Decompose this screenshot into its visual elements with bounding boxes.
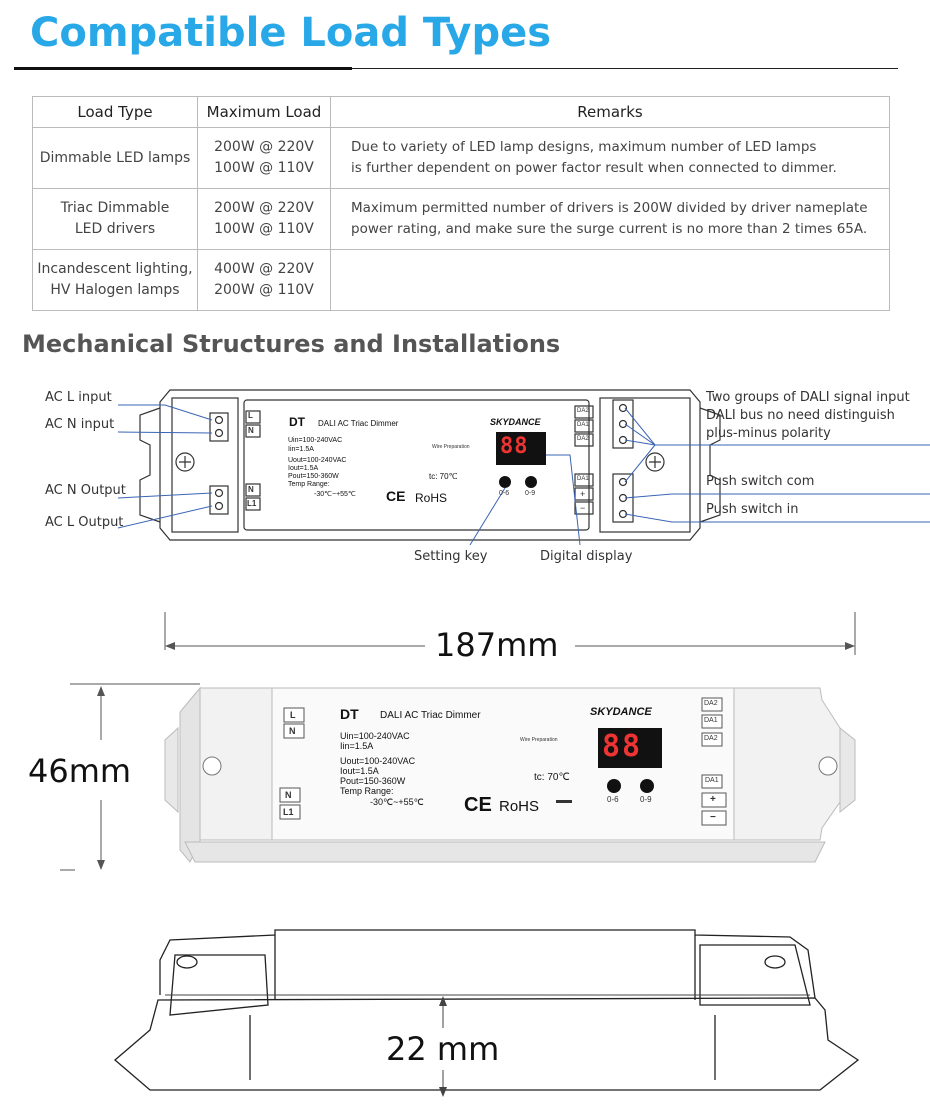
wire-prep: Wire Preparation — [432, 444, 470, 450]
front-term-l: L — [290, 710, 296, 720]
front-da2: DA2 — [704, 700, 718, 707]
front-term-n2: N — [285, 790, 292, 800]
top-da2: DA2 — [577, 408, 589, 414]
cell-load-type: Incandescent lighting, HV Halogen lamps — [33, 250, 198, 311]
cell-max-load: 200W @ 220V 100W @ 110V — [198, 189, 331, 250]
front-key-1: 0-6 — [607, 795, 619, 804]
cell-load-type: Dimmable LED lamps — [33, 128, 198, 189]
key-label-1: 0-6 — [499, 490, 510, 497]
setting-key-front-2 — [640, 779, 654, 793]
front-term-l1: L1 — [283, 807, 294, 817]
front-spec-in: Uin=100-240VAC Iin=1.5A — [340, 731, 410, 751]
front-da1: DA1 — [704, 717, 718, 724]
front-brand: SKYDANCE — [590, 706, 652, 718]
front-plus: + — [710, 794, 716, 805]
key-label-2: 0-9 — [525, 490, 536, 497]
arrow-top — [97, 686, 105, 696]
header-maximum-load: Maximum Load — [198, 97, 331, 128]
arrow-down — [439, 1087, 447, 1097]
header-remarks: Remarks — [331, 97, 890, 128]
terminal-l: L — [248, 411, 253, 420]
device-name: DALI AC Triac Dimmer — [318, 419, 399, 428]
front-tc: tc: 70℃ — [534, 772, 570, 783]
top-minus: − — [580, 503, 586, 513]
device-spec-in: Uin=100-240VAC Iin=1.5A — [288, 437, 343, 453]
label-push-in: Push switch in — [706, 502, 799, 517]
arrow-bottom — [97, 860, 105, 870]
mount-screw-right — [819, 757, 837, 775]
setting-key-2 — [525, 476, 537, 488]
device-temp-value: -30℃~+55℃ — [314, 491, 356, 498]
dim-height: 22 mm — [386, 1030, 500, 1068]
arrow-right — [845, 642, 855, 650]
front-model: DT — [340, 706, 359, 722]
label-setting-key: Setting key — [414, 549, 488, 564]
ce-mark: CE — [386, 488, 406, 504]
terminal-l1-out: L1 — [247, 499, 257, 508]
display-digits: 88 — [500, 434, 529, 459]
setting-key-front-1 — [607, 779, 621, 793]
top-view-device — [140, 390, 720, 540]
front-key-2: 0-9 — [640, 795, 652, 804]
terminal-n-out: N — [248, 485, 254, 494]
mount-screw-left — [203, 757, 221, 775]
perspective-device — [165, 688, 855, 862]
cell-max-load: 400W @ 220V 200W @ 110V — [198, 250, 331, 311]
top-da2b: DA2 — [577, 436, 589, 442]
front-spec-out: Uout=100-240VAC Iout=1.5A Pout=150-360W Temp Range: — [340, 756, 416, 796]
front-rohs: RoHS — [499, 798, 540, 815]
front-da2b: DA2 — [704, 735, 718, 742]
brand-logo: SKYDANCE — [490, 417, 541, 427]
setting-key-1 — [499, 476, 511, 488]
terminal-n: N — [248, 426, 254, 435]
front-minus: − — [710, 812, 716, 823]
cell-max-load: 200W @ 220V 100W @ 110V — [198, 128, 331, 189]
cell-remarks: Maximum permitted number of drivers is 200W divided by driver nameplate power rating, and make sure the surge current is no more than 2 times 65A. — [331, 189, 890, 250]
weee-bar — [556, 800, 572, 803]
device-model: DT — [289, 415, 305, 429]
label-ac-l-input: AC L input — [45, 390, 112, 405]
label-ac-n-output: AC N Output — [45, 483, 126, 498]
device-spec-out: Uout=100-240VAC Iout=1.5A Pout=150-360W Temp Range: — [288, 457, 347, 488]
page-title: Compatible Load Types — [30, 10, 552, 56]
arrow-left — [165, 642, 175, 650]
cell-remarks: Due to variety of LED lamp designs, maximum number of LED lamps is further dependent on power factor result when connected to dimmer. — [331, 128, 890, 189]
label-ac-n-input: AC N input — [45, 417, 115, 432]
front-display-digits: 88 — [602, 729, 643, 764]
cell-load-type: Triac Dimmable LED drivers — [33, 189, 198, 250]
rohs-mark: RoHS — [415, 491, 448, 505]
label-dali-3: plus-minus polarity — [706, 426, 831, 441]
top-da1b: DA1 — [577, 476, 589, 482]
front-wire-prep: Wire Preparation — [520, 737, 558, 743]
arrow-up — [439, 996, 447, 1006]
header-load-type: Load Type — [33, 97, 198, 128]
dim-length: 187mm — [435, 626, 559, 664]
top-da1: DA1 — [577, 422, 589, 428]
label-ac-l-output: AC L Output — [45, 515, 124, 530]
front-term-n: N — [289, 726, 296, 736]
mechanical-heading: Mechanical Structures and Installations — [22, 330, 561, 358]
tc-rating: tc: 70℃ — [429, 472, 458, 481]
front-name: DALI AC Triac Dimmer — [380, 710, 481, 721]
label-digital-display: Digital display — [540, 549, 633, 564]
label-dali-2: DALI bus no need distinguish — [706, 408, 895, 423]
top-plus: + — [580, 489, 586, 499]
front-da1b: DA1 — [705, 777, 719, 784]
label-push-com: Push switch com — [706, 474, 815, 489]
label-dali-1: Two groups of DALI signal input — [706, 390, 910, 405]
front-temp-value: -30℃~+55℃ — [370, 797, 424, 807]
front-ce: CE — [464, 794, 492, 816]
dim-width: 46mm — [28, 752, 132, 790]
